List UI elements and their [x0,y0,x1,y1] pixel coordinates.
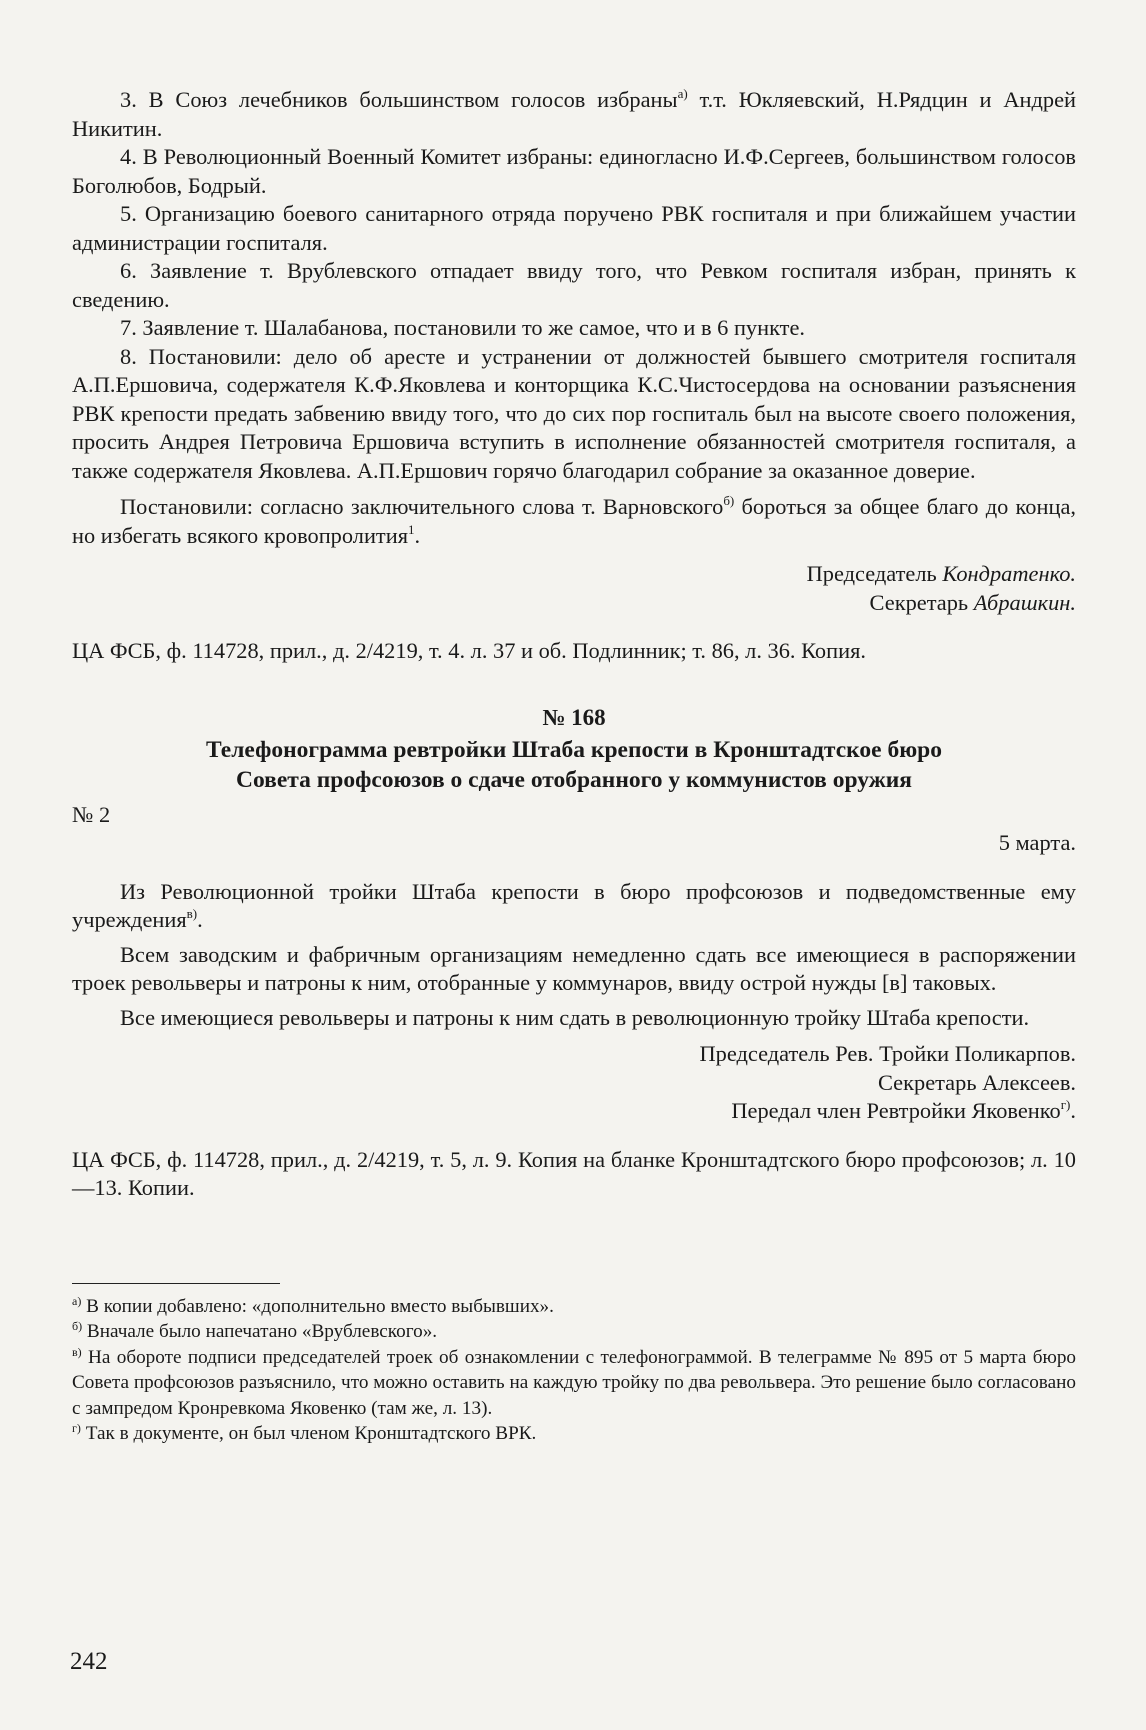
footnotes [72,1283,1076,1447]
telephonogram-address: Из Революционной тройки Штаба крепости в бюро профсоюзов и подведомственные ему учреждения$^{в)}$. [72,878,1076,932]
item-4: 4. В Революционный Военный Комитет избраны: единогласно И.Ф.Сергеев, большинством голосов Боголюбов, Бодрый. [72,144,1076,198]
date-row [72,829,1076,858]
footnote-ref-a: а) [677,86,688,101]
telephonogram-instruction: Все имеющиеся револьверы и патроны к ним сдать в революционную тройку Штаба крепости. [120,1004,1030,1030]
footnote-a: $^{а)}$ В копии добавлено: «дополнительно вместо выбывших». [72,1293,554,1317]
signature-secretary: Секретарь Абрашкин. [869,589,1076,615]
registration-number: № 2 [72,801,111,827]
document-date: 5 марта. [998,830,1076,855]
item-8: 8. Постановили: дело об аресте и устранении от должностей бывшего смотрителя госпиталя А.П.Ершовича, содержателя К.Ф.Яковлева и конторщика К.С.Чистосердова на основании разъяснения РВК крепости предать забвению ввиду того, что до сих пор госпиталь был на высоте своего положения, просить Андрея Петровича Ершовича вступить в исполнение обязанностей смотрителя госпиталя, а также содержателя Яковлева. А.П.Ершович горячо благодарил собрание за оказанное доверие. [72,343,1076,483]
footnote-divider [72,1283,280,1284]
item-7: 7. Заявление т. Шалабанова, постановили то же самое, что и в 6 пункте. [120,315,806,340]
document-title-line-1: Телефонограмма ревтройки Штаба крепости в Кронштадтское бюро [206,736,942,763]
footnote-ref-v: в) [186,906,198,921]
resolution: Постановили: согласно заключительного слова т. Варновского$^{б)}$ бороться за общее благо до конца, но избегать всякого кровопролития$^1$. [72,493,1076,548]
page-number: 242 [70,1648,108,1675]
page-content [72,86,1076,1447]
signatures-1 [72,560,1076,617]
item-3: 3. В Союз лечебников большинством голосов избраны$^{а)}$ т.т. Юкляевский, Н.Рядцин и Андрей Никитин. [72,86,1077,141]
endnote-ref-1: 1 [408,521,415,537]
signature-troika-secretary: Секретарь Алексеев. [877,1069,1076,1095]
item-6: 6. Заявление т. Врублевского отпадает ввиду того, что Ревком госпиталя избран, принять к сведению. [72,258,1076,312]
signature-transmitted-by: Передал член Ревтройки Яковенко$^{г)}$. [731,1097,1076,1123]
document-title-line-2: Совета профсоюзов о сдаче отобранного у коммунистов оружия [236,766,912,793]
document-168 [72,703,1076,1203]
signatures-2 [72,1040,1076,1126]
archive-reference-1: ЦА ФСБ, ф. 114728, прил., д. 2/4219, т. 4. л. 37 и об. Подлинник; т. 86, л. 36. Копия. [72,638,866,663]
footnote-v: $^{в)}$ На обороте подписи председателей троек об ознакомлении с телефонограммой. В телеграмме № 895 от 5 марта бюро Совета профсоюзов разъяснило, что можно оставить на каждую тройку по два револьвера. Это решение было согласовано с зампредом Кронревкома Яковенко (там же, л. 13). [72,1344,1077,1419]
footnote-ref-b: б) [723,493,735,508]
registration-row [72,801,1076,830]
document-number: № 168 [542,704,606,730]
signature-chair: Председатель Кондратенко. [806,561,1076,586]
archive-reference-2: ЦА ФСБ, ф. 114728, прил., д. 2/4219, т. 5, л. 9. Копия на бланке Кронштадтского бюро профсоюзов; л. 10—13. Копии. [72,1146,1076,1200]
signature-troika-chair: Председатель Рев. Тройки Поликарпов. [699,1041,1076,1066]
footnote-ref-g: г) [1060,1097,1071,1112]
footnote-g: $^{г)}$ Так в документе, он был членом Кронштадтского ВРК. [72,1421,537,1444]
minutes-items [72,86,1076,550]
item-5: 5. Организацию боевого санитарного отряда поручено РВК госпиталя и при ближайшем участии администрации госпиталя. [72,201,1076,255]
telephonogram-order: Всем заводским и фабричным организациям немедленно сдать все имеющиеся в распоряжении троек револьверы и патроны к ним, отобранные у коммунаров, ввиду острой нужды [в] таковых. [72,941,1076,995]
footnote-b: $^{б)}$ Вначале было напечатано «Врублевского». [72,1319,438,1342]
